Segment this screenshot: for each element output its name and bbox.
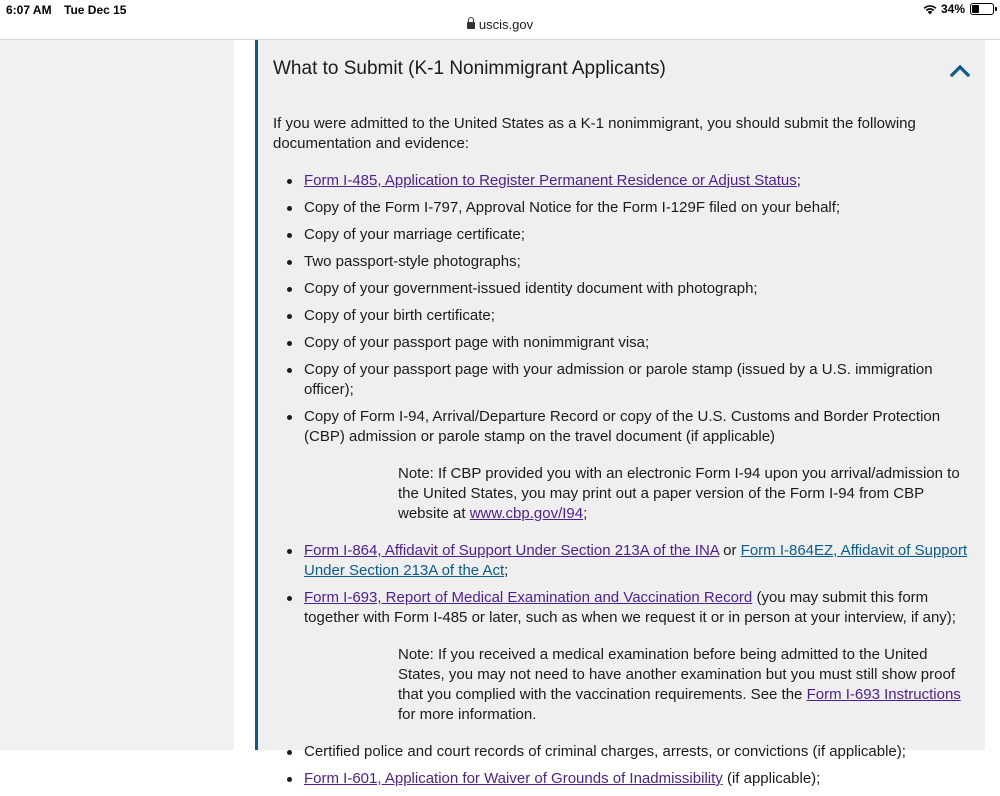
address-bar[interactable] (0, 17, 1000, 32)
form-i864ez-link[interactable]: Form I-864EZ, Affidavit of Support Under Section 213A of the Act (304, 542, 968, 579)
url-text[interactable]: uscis.gov (478, 17, 534, 32)
note-medical (304, 645, 968, 725)
form-i485-link[interactable]: Form I-485, Application to Register Permanent Residence or Adjust Status (304, 172, 797, 189)
list-item: Copy of your marriage certificate; (273, 225, 968, 245)
accordion-panel (255, 40, 985, 787)
list-item: Two passport-style photographs; (273, 252, 968, 272)
intro-text: If you were admitted to the United States as a K-1 nonimmigrant, you should submit the following documentation and evidence: (273, 115, 916, 152)
form-i601-link[interactable]: Form I-601, Application for Waiver of Grounds of Inadmissibility (304, 770, 723, 787)
list-item-text: or (718, 542, 741, 559)
accordion-title[interactable]: What to Submit (K-1 Nonimmigrant Applicants) (273, 58, 666, 79)
list-item: Copy of your passport page with your admission or parole stamp (issued by a U.S. immigration officer); (273, 360, 968, 400)
status-date: Tue Dec 15 (64, 3, 127, 17)
status-indicators (922, 2, 994, 16)
status-bar (0, 0, 1000, 40)
left-sidebar (0, 40, 234, 750)
form-i693-link[interactable]: Form I-693, Report of Medical Examination and Vaccination Record (304, 589, 753, 606)
cbp-i94-link[interactable]: www.cbp.gov/I94 (469, 505, 584, 522)
list-item (273, 769, 968, 789)
list-item: Copy of your birth certificate; (273, 306, 968, 326)
list-item: Copy of your government-issued identity document with photograph; (273, 279, 968, 299)
right-gutter (985, 40, 1000, 750)
note-text: Note: If CBP provided you with an electronic Form I-94 upon you arrival/admission to the United States, you may print out a paper version of the Form I-94 from CBP website at (398, 465, 960, 522)
list-item (273, 541, 968, 581)
list-item-text: Copy of Form I-94, Arrival/Departure Record or copy of the U.S. Customs and Border Protection (CBP) admission or parole stamp on the travel document (if applicable) (304, 408, 941, 445)
accordion-content (273, 114, 968, 796)
wifi-icon (922, 3, 938, 15)
list-item-text: (if applicable); (722, 770, 821, 787)
list-item: Certified police and court records of criminal charges, arrests, or convictions (if applicable); (273, 742, 968, 762)
chevron-up-icon[interactable] (949, 60, 971, 82)
form-i864-link[interactable]: Form I-864, Affidavit of Support Under Section 213A of the INA (304, 542, 719, 559)
battery-icon (970, 3, 994, 15)
list-item (273, 588, 968, 725)
note-suffix: ; (583, 505, 588, 522)
list-item (273, 171, 968, 191)
lock-icon (467, 22, 475, 29)
battery-percent: 34% (940, 2, 965, 16)
document-list (273, 171, 968, 789)
note-i94 (304, 464, 968, 524)
note-text: Note: If you received a medical examination before being admitted to the United States, you may not need to have another examination but you must still show proof that you complied with the vaccination requirements. See the (398, 646, 955, 703)
note-suffix: for more information. (398, 706, 537, 723)
list-item: Copy of your passport page with nonimmigrant visa; (273, 333, 968, 353)
list-item-text: (you may submit this form together with Form I-485 or later, such as when we request it or in person at your interview, if any); (304, 589, 956, 626)
list-item-text: ; (796, 172, 801, 189)
list-item: Copy of the Form I-797, Approval Notice for the Form I-129F filed on your behalf; (273, 198, 968, 218)
list-item (273, 407, 968, 524)
i693-instructions-link[interactable]: Form I-693 Instructions (806, 686, 961, 703)
list-item-text: ; (504, 562, 509, 579)
status-time: 6:07 AM (6, 3, 52, 17)
